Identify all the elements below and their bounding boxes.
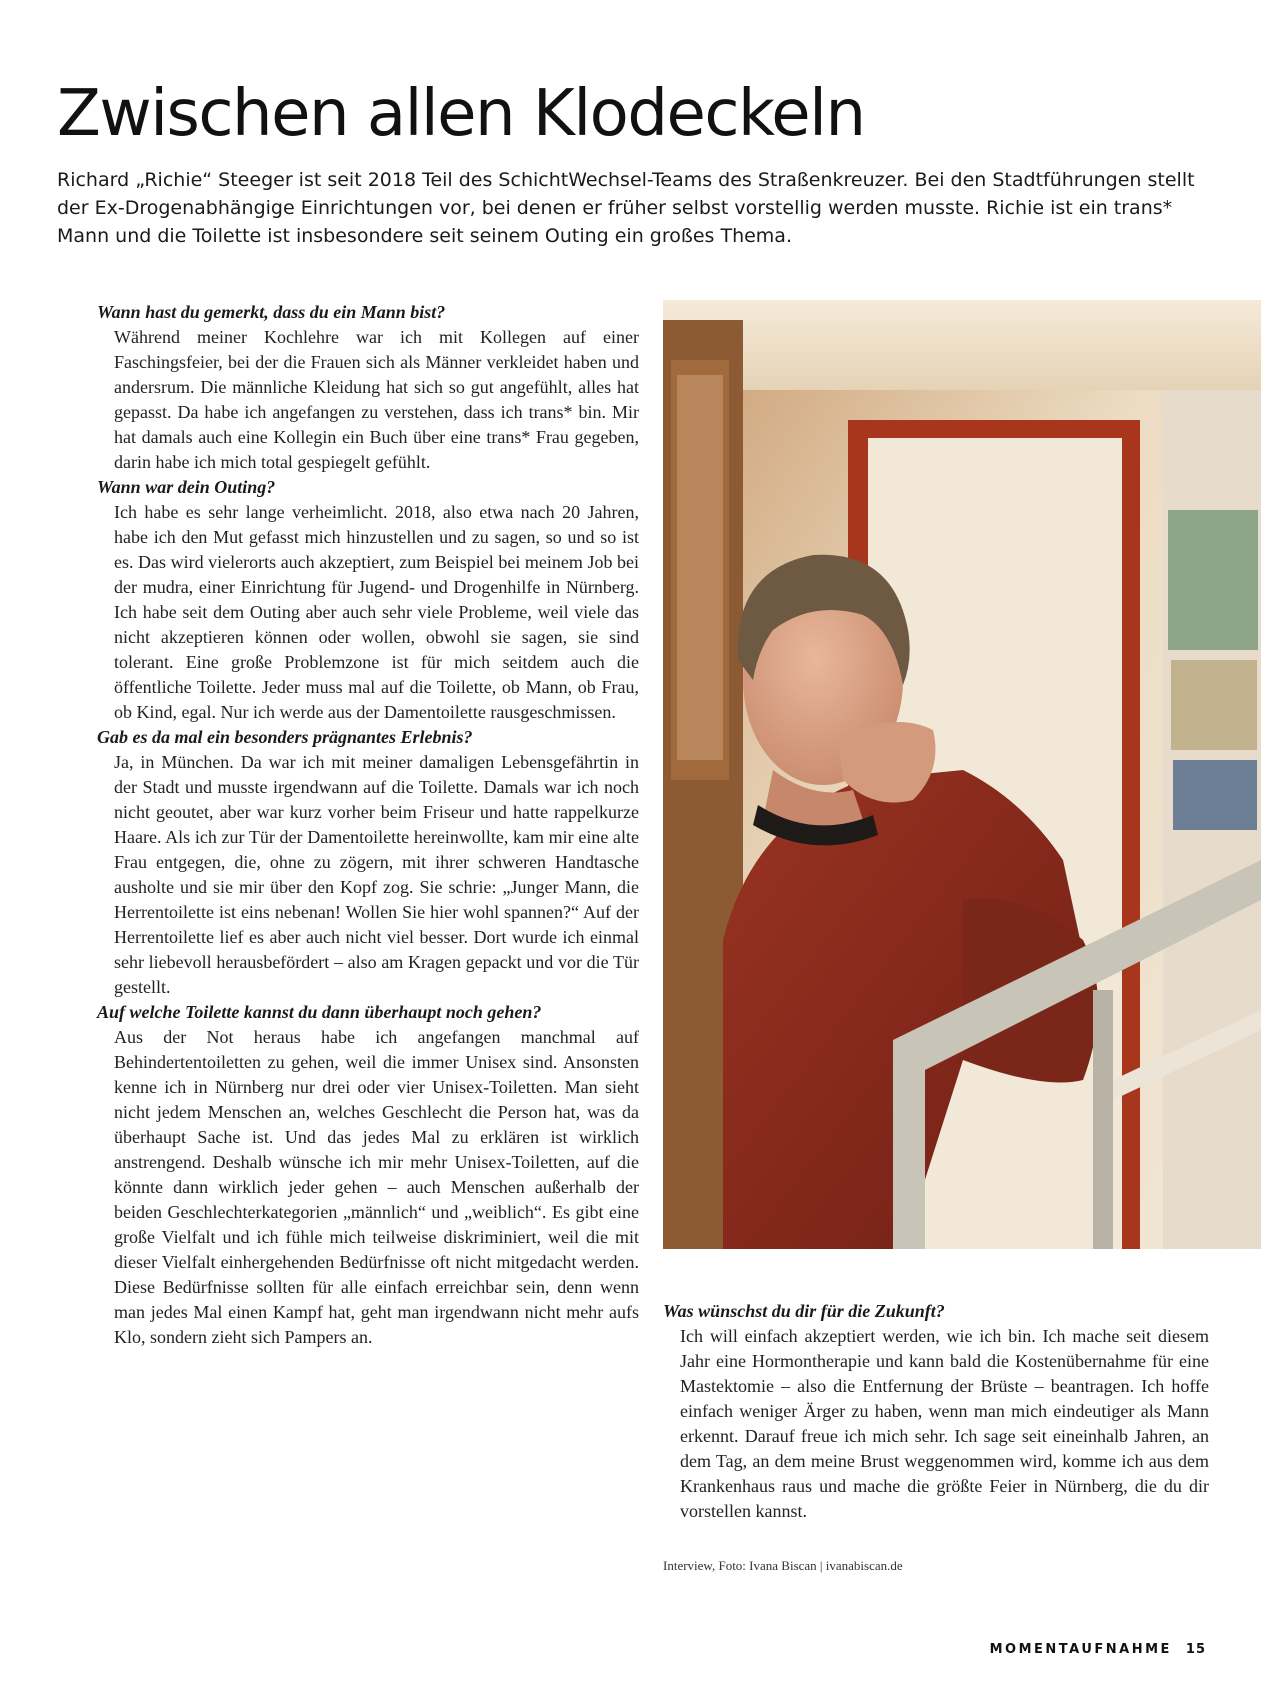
- answer: Ich habe es sehr lange verheimlicht. 2018, also etwa nach 20 Jahren, habe ich den Mut gefasst mich hinzustellen und zu sagen, so und so ist es. Das wird vielerorts auch akzeptiert, zum Beispiel bei meinem Job bei der mudra, einer Einrichtung für Jugend- und Drogenhilfe in Nürnberg. Ich habe seit dem Outing aber auch sehr viele Probleme, weil viele das nicht akzeptieren können oder wollen, obwohl sie sagen, sie sind tolerant. Eine große Problemzone ist für mich seitdem auch die öffentliche Toilette. Jeder muss mal auf die Toilette, ob Mann, ob Frau, ob Kind, egal. Nur ich werde aus der Damentoilette rausgeschmissen.: [114, 502, 639, 722]
- question: Gab es da mal ein besonders prägnantes Erlebnis?: [97, 727, 473, 747]
- answer: Ja, in München. Da war ich mit meiner damaligen Lebensgefährtin in der Stadt und musste irgendwann auf die Toilette. Damals war ich noch nicht geoutet, aber war kurz vorher beim Friseur und hatte rappelkurze Haare. Als ich zur Tür der Damentoilette hereinwollte, kam mir eine alte Frau entgegen, die, ohne zu zögern, mit ihrer schweren Handtasche ausholte und sie mir über den Kopf zog. Sie schrie: „Junger Mann, die Herrentoilette ist eins nebenan! Wollen Sie hier wohl spannen?“ Auf der Herrentoilette lief es aber auch nicht viel besser. Dort wurde ich einmal sehr liebevoll herausbefördert – also am Kragen gepackt und vor die Tür gestellt.: [114, 752, 639, 997]
- answer: Ich will einfach akzeptiert werden, wie ich bin. Ich mache seit diesem Jahr eine Hormontherapie und kann bald die Kostenübernahme für eine Mastektomie – also die Entfernung der Brüste – beantragen. Ich hoffe einfach weniger Ärger zu haben, wenn man mich eindeutiger als Mann erkennt. Darauf freue ich mich sehr. Ich sage seit eineinhalb Jahren, an dem Tag, an dem meine Brust weggenommen wird, komme ich aus dem Krankenhaus raus und mache die größte Feier in Nürnberg, die du dir vorstellen kannst.: [680, 1326, 1209, 1521]
- left-column: [97, 300, 639, 1350]
- question: Wann war dein Outing?: [97, 477, 276, 497]
- portrait-photo: [663, 300, 1261, 1249]
- answer: Aus der Not heraus habe ich angefangen manchmal auf Behindertentoiletten zu gehen, weil die immer Unisex sind. Ansonsten kenne ich in Nürnberg nur drei oder vier Unisex-Toiletten. Man sieht nicht jedem Menschen an, welches Geschlecht die Person hat, was da überhaupt Sache ist. Und das jedes Mal zu erklären ist wirklich anstrengend. Deshalb wünsche ich mir mehr Unisex-Toiletten, auf die könnte dann wirklich jeder gehen – auch Menschen außerhalb der beiden Geschlechterkategorien „männlich“ und „weiblich“. Es gibt eine große Vielfalt und ich fühle mich teilweise diskriminiert, weil die mit dieser Vielfalt einhergehenden Bedürfnisse oft nicht mitgedacht werden. Diese Bedürfnisse sollten für alle einfach erreichbar sein, denn wenn man jedes Mal einen Kampf hat, geht man irgendwann nicht mehr aufs Klo, sondern zieht sich Pampers an.: [114, 1027, 639, 1347]
- page-number: 15: [1185, 1642, 1206, 1657]
- question: Was wünschst du dir für die Zukunft?: [663, 1301, 945, 1321]
- right-column: [663, 1299, 1209, 1524]
- qa-block-5: [663, 1299, 1209, 1524]
- article-title: Zwischen allen Klodeckeln: [57, 77, 865, 151]
- answer: Während meiner Kochlehre war ich mit Kollegen auf einer Faschingsfeier, bei der die Frauen sich als Männer verkleidet haben und andersrum. Die männliche Kleidung hat sich so gut angefühlt, alles hat gepasst. Da habe ich angefangen zu verstehen, dass ich trans* bin. Mir hat damals auch eine Kollegin ein Buch über eine trans* Frau gegeben, darin habe ich mich total gespiegelt gefühlt.: [114, 327, 639, 472]
- photo-credit: Interview, Foto: Ivana Biscan | ivanabiscan.de: [663, 1558, 903, 1573]
- question: Wann hast du gemerkt, dass du ein Mann bist?: [97, 302, 446, 322]
- section-label: MOMENTAUFNAHME: [989, 1642, 1172, 1657]
- qa-block-4: [97, 1000, 639, 1350]
- qa-block-2: [97, 475, 639, 725]
- article-intro: Richard „Richie“ Steeger ist seit 2018 Teil des SchichtWechsel-Teams des Straßenkreuzer. Bei den Stadtführungen stellt der Ex-Drogenabhängige Einrichtungen vor, bei denen er früher selbst vorstellig werden musste. Richie ist ein trans* Mann und die Toilette ist insbesondere seit seinem Outing ein großes Thema.: [57, 169, 1195, 247]
- page-footer: [990, 1642, 1206, 1657]
- qa-block-3: [97, 725, 639, 1000]
- portrait-photo-illustration: [663, 300, 1261, 1249]
- qa-block-1: [97, 300, 639, 475]
- question: Auf welche Toilette kannst du dann überhaupt noch gehen?: [97, 1002, 542, 1022]
